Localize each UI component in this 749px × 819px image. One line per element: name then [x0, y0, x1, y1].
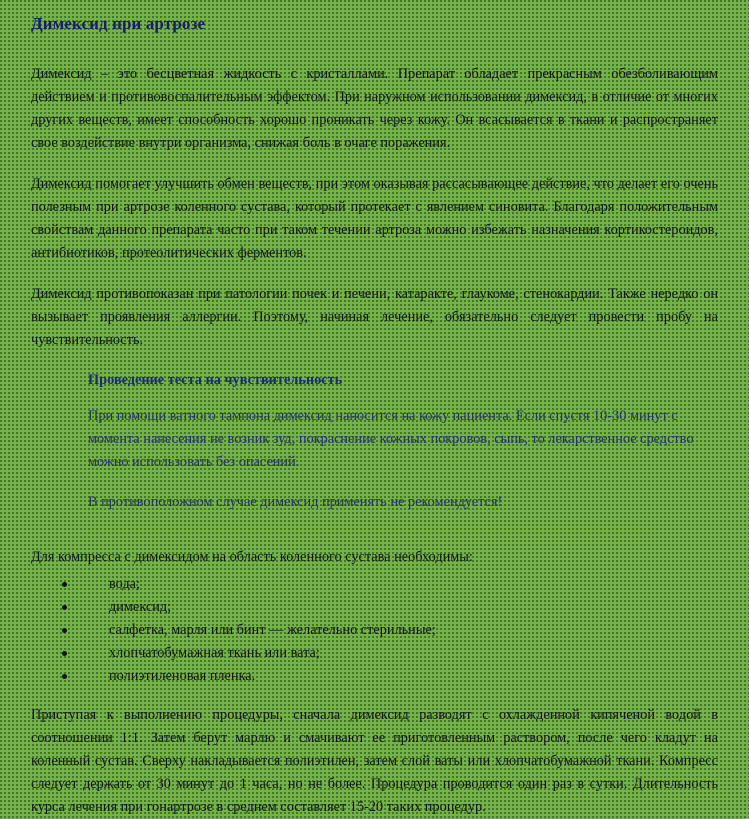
- materials-intro: Для компресса с димексидом на область коленного сустава необходимы:: [31, 549, 473, 565]
- bullet-icon: [62, 605, 67, 610]
- list-item-label: салфетка, марля или бинт — желательно стерильные;: [109, 622, 436, 638]
- sensitivity-test-block: [88, 370, 716, 532]
- bullet-icon: [62, 674, 67, 679]
- list-item-label: димексид;: [109, 599, 172, 615]
- article-content: [31, 63, 718, 819]
- bullet-icon: [62, 651, 67, 656]
- sensitivity-test-warning: В противоположном случае димексид применять не рекомендуется!: [88, 494, 503, 510]
- spacer: [31, 532, 718, 546]
- page-title: Димексид при артрозе: [31, 14, 206, 33]
- list-item: [31, 665, 718, 688]
- list-item: [31, 573, 718, 596]
- list-item-label: хлопчатобумажная ткань или вата;: [109, 645, 320, 661]
- paragraph-benefits: Димексид помогает улучшить обмен веществ, при этом оказывая рассасывающее действие, что делает его очень полезным при артрозе коленного сустава, который протекает с явлением синовита. Благодаря положительным свойствам данного препарата часто при таком течении артроза можно избежать назначения кортикостероидов, антибиотиков, протеолитических ферментов.: [31, 176, 718, 261]
- sensitivity-test-heading: Проведение теста на чувствительность: [88, 372, 343, 388]
- list-item: [31, 596, 718, 619]
- list-item: [31, 642, 718, 665]
- paragraph-procedure: Приступая к выполнению процедуры, сначала димексид разводят с охлажденной кипяченой водой в соотношении 1:1. Затем берут марлю и смачивают ее приготовленным раствором, после чего кладут на коленный сустав. Сверху накладывается полиэтилен, затем слой ваты или хлопчатобумажной ткани. Компресс следует держать от 30 минут до 1 часа, но не более. Процедура проводится один раз в сутки. Длительность курса лечения при гонартрозе в среднем составляет 15-20 таких процедур.: [31, 707, 718, 815]
- bullet-icon: [62, 582, 67, 587]
- list-item-label: вода;: [109, 576, 140, 592]
- paragraph-contraindications: Димексид противопоказан при патологии почек и печени, катаракте, глаукоме, стенокардии. Также нередко он вызывает проявления аллергии. Поэтому, начиная лечение, обязательно следует провести пробу на чувствительность.: [31, 286, 718, 348]
- bullet-icon: [62, 628, 67, 633]
- paragraph-intro: Димексид – это бесцветная жидкость с кристаллами. Препарат обладает прекрасным обезболивающим действием и противовоспалительным эффектом. При наружном использовании димексид, в отличие от многих других веществ, имеет способность хорошо проникать через кожу. Он всасывается в ткани и распространяет свое воздействие внутри организма, снижая боль в очаге поражения.: [31, 66, 718, 151]
- list-item-label: полиэтиленовая пленка.: [109, 668, 256, 684]
- list-item: [31, 619, 718, 642]
- materials-list: [31, 573, 718, 688]
- sensitivity-test-instructions: При помощи ватного тампона димексид наносится на кожу пациента. Если спустя 10-30 минут с момента нанесения не возник зуд, покраснение кожных покровов, сыпь, то лекарственное средство можно использовать без опасений.: [88, 408, 694, 470]
